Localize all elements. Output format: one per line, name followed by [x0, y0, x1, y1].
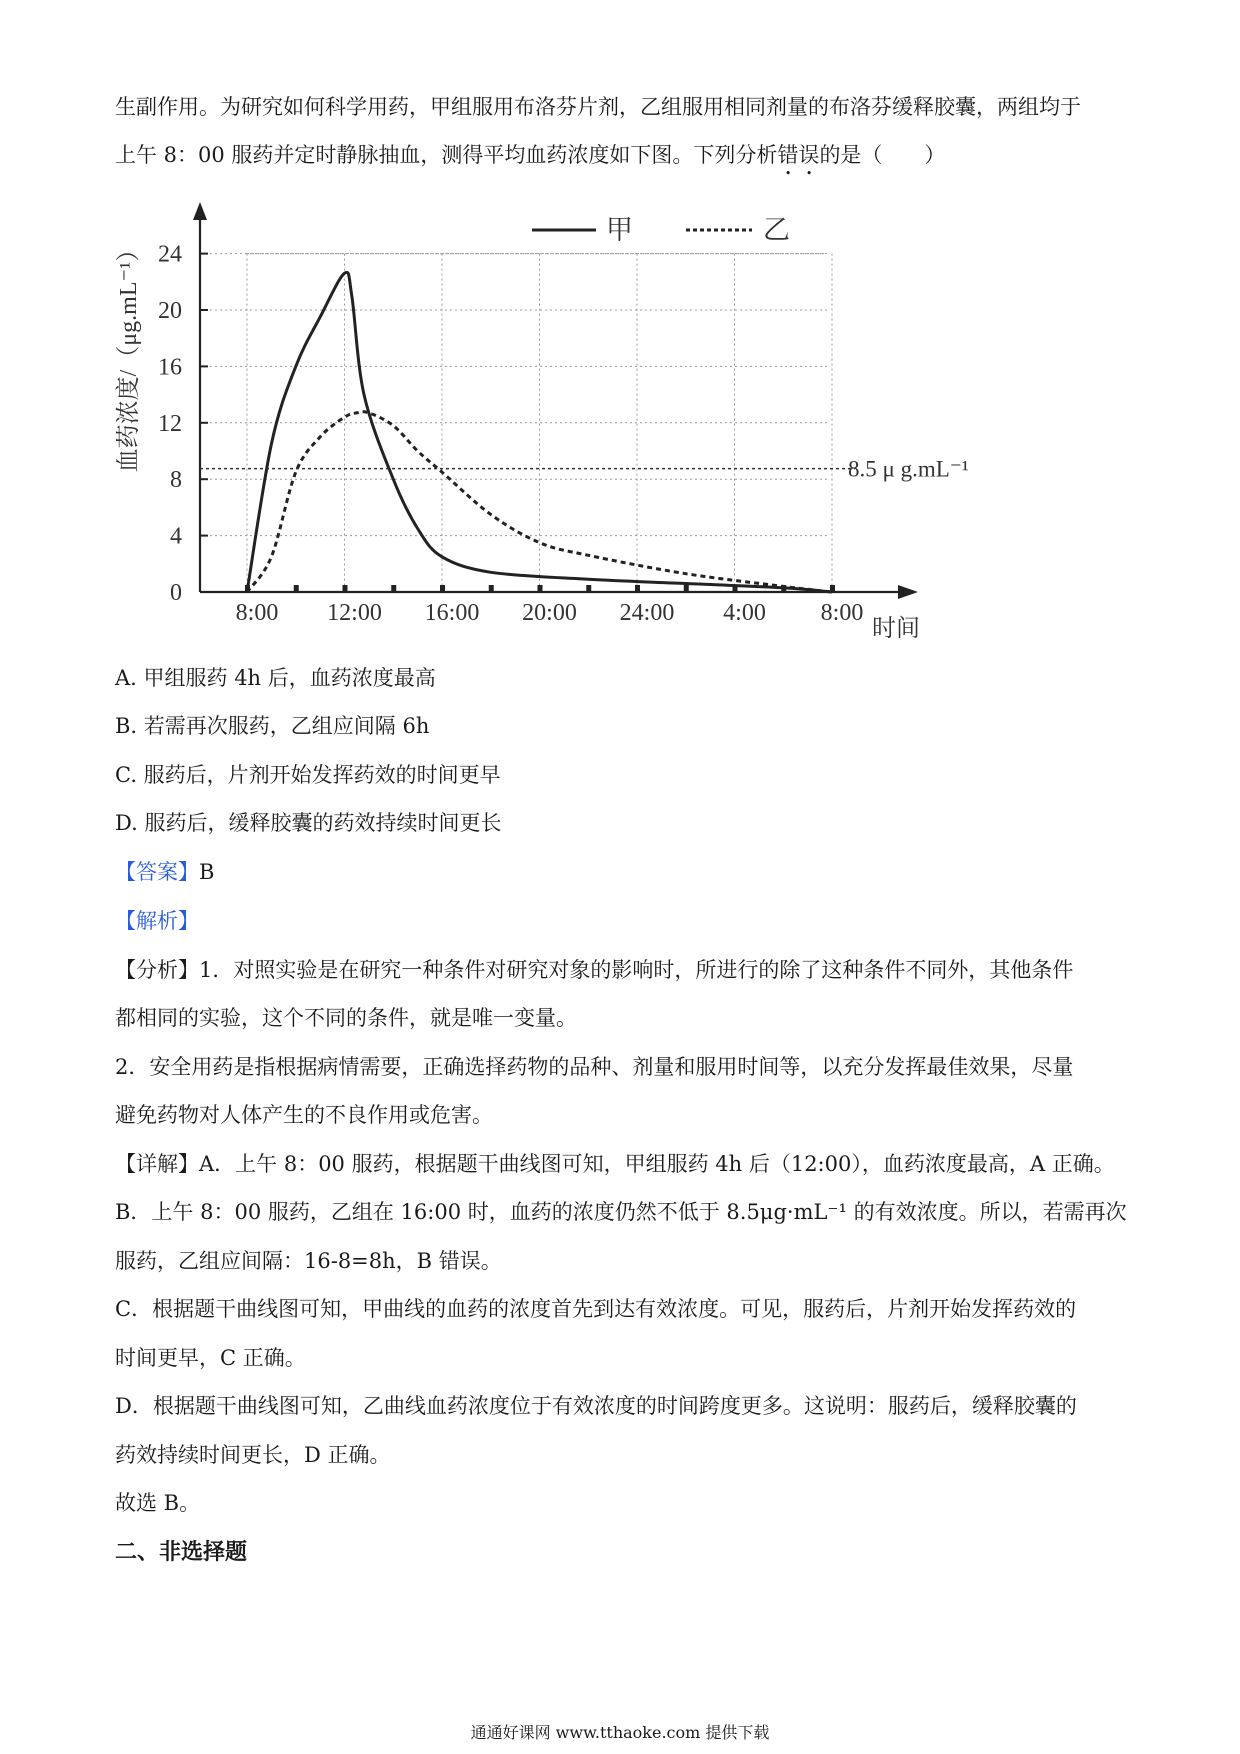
y-tick-label: 0: [170, 580, 182, 606]
analysis-line: 时间更早，C 正确。: [115, 1346, 306, 1370]
section-heading: 二、非选择题: [115, 1539, 248, 1565]
footer-text: 通通好课网 www.tthaoke.com 提供下载: [470, 1723, 770, 1742]
chart-axes: [193, 202, 918, 599]
x-axis-label: 时间: [872, 616, 920, 642]
x-tick-mark: [489, 585, 494, 592]
legend-label-yi: 乙: [763, 215, 790, 245]
y-tick-label: 8: [170, 467, 182, 494]
legend-label-jia: 甲: [606, 215, 633, 245]
option-c: C. 服药后，片剂开始发挥药效的时间更早: [115, 763, 501, 787]
analysis-line: C．根据题干曲线图可知，甲曲线的血药的浓度首先到达有效浓度。可见，服药后，片剂开始发挥药效的: [115, 1297, 1077, 1321]
analysis-line: 【分析】1．对照实验是在研究一种条件对研究对象的影响时，所进行的除了这种条件不同外，其他条件: [115, 958, 1074, 982]
analysis-line: 药效持续时间更长，D 正确。: [115, 1443, 391, 1467]
answer-line: [115, 857, 214, 887]
stem-emphasis-word: 错误: [777, 143, 820, 167]
x-tick-label: 24:00: [619, 600, 675, 626]
analysis-line: 2．安全用药是指根据病情需要，正确选择药物的品种、剂量和服用时间等，以充分发挥最佳效果，尽量: [115, 1055, 1074, 1079]
x-tick-mark: [440, 585, 445, 592]
reference-line-group: [200, 457, 969, 482]
x-tick-mark: [586, 585, 591, 592]
y-tick-label: 24: [158, 241, 182, 268]
chart-grid: [200, 254, 832, 592]
x-tick-label: 8:00: [820, 600, 864, 626]
y-tick-label: 16: [158, 354, 182, 381]
answer-value: B: [199, 860, 215, 884]
analysis-line: 故选 B。: [115, 1491, 201, 1515]
answer-label: 【答案】: [115, 860, 199, 884]
x-tick-mark: [635, 585, 640, 592]
x-tick-mark: [391, 585, 396, 592]
y-axis-arrow: [193, 202, 207, 220]
x-tick-label: 4:00: [723, 600, 766, 626]
analysis-line: 避免药物对人体产生的不良作用或危害。: [115, 1103, 493, 1127]
analysis-line: D．根据题干曲线图可知，乙曲线血药浓度位于有效浓度的时间跨度更多。这说明：服药后，缓释胶囊的: [115, 1394, 1077, 1418]
x-tick-label: 20:00: [522, 600, 577, 626]
analysis-line: 【详解】A．上午 8：00 服药，根据题干曲线图可知，甲组服药 4h 后（12:00），血药浓度最高，A 正确。: [115, 1152, 1115, 1176]
blood-concentration-chart: [0, 190, 1240, 650]
y-tick-label: 12: [158, 410, 182, 437]
option-b: B. 若需再次服药，乙组应间隔 6h: [115, 714, 430, 738]
reference-line-label: 8.5 μ g.mL⁻¹: [848, 456, 969, 482]
analysis-line: B．上午 8：00 服药，乙组在 16:00 时，血药的浓度仍然不低于 8.5μg·mL⁻¹ 的有效浓度。所以，若需再次: [115, 1200, 1127, 1224]
question-stem-line-2: [115, 140, 945, 180]
option-a: A. 甲组服药 4h 后，血药浓度最高: [115, 666, 436, 690]
chart-legend: [532, 215, 790, 245]
x-tick-mark: [538, 585, 543, 592]
x-tick-label: 8:00: [235, 600, 279, 626]
analysis-label: 【解析】: [115, 909, 199, 933]
stem-text-pre: 上午 8：00 服药并定时静脉抽血，测得平均血药浓度如下图。下列分析: [115, 143, 778, 167]
y-tick-label: 4: [170, 523, 182, 550]
option-d: D. 服药后，缓释胶囊的药效持续时间更长: [115, 811, 502, 835]
stem-text-post: 的是（ ）: [819, 143, 946, 167]
analysis-line: 服药，乙组应间隔：16-8=8h，B 错误。: [115, 1249, 502, 1273]
x-tick-label: 16:00: [424, 600, 480, 626]
x-axis-arrow: [898, 585, 918, 599]
x-tick-mark: [294, 585, 299, 592]
y-axis-label: 血药浓度/（μg.mL⁻¹）: [116, 237, 142, 473]
x-tick-mark: [343, 585, 348, 592]
analysis-line: 都相同的实验，这个不同的条件，就是唯一变量。: [115, 1006, 577, 1030]
x-tick-mark: [684, 585, 689, 592]
x-tick-label: 12:00: [327, 600, 382, 626]
y-tick-label: 20: [158, 298, 182, 324]
question-stem-line-1: 生副作用。为研究如何科学用药，甲组服用布洛芬片剂，乙组服用相同剂量的布洛芬缓释胶囊，两组均于: [115, 95, 1081, 119]
